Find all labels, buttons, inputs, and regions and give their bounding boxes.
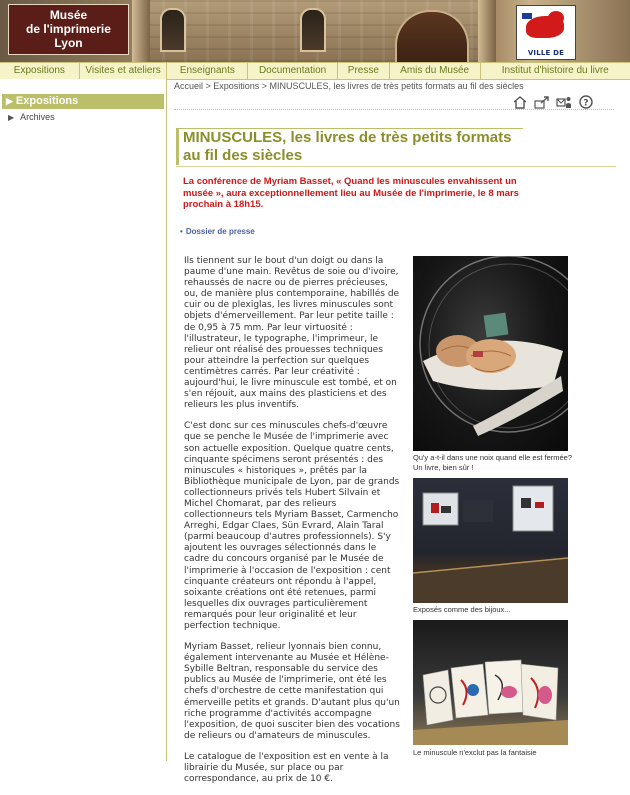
nav-expositions[interactable]: Expositions [0, 63, 80, 79]
header-banner [0, 0, 630, 62]
press-kit-label: Dossier de presse [186, 227, 255, 236]
home-icon[interactable] [512, 94, 528, 108]
photo-caption: Qu'y a-t-il dans une noix quand elle est fermée? Un livre, bien sûr ! [413, 453, 573, 472]
arrow-right-icon: ▶ [8, 113, 14, 122]
help-icon[interactable] [578, 94, 594, 108]
page-title: MINUSCULES, les livres de très petits formats au fil des siècles [183, 129, 523, 165]
photo-nut-book[interactable] [413, 256, 568, 451]
nav-enseignants[interactable]: Enseignants [167, 63, 248, 79]
article-paragraph: C'est donc sur ces minuscules chefs-d'œuvre que se penche le Musée de l'imprimerie avec son actuelle exposition. Quelque quatre cents, cinquante spécimens seront présentés : des minuscules « historiques », prêtés par la Bibliothèque municipale de Lyon, par de grands collectionneurs privés tels Hubert Silvain et Michel Chomarat, par des relieurs collectionneurs tels Myriam Basset, Carmencho Arreghi, Edgar Claes, Sün Evrard, Alain Taral (parmi beaucoup d'autres professionnels). S'y ajoutent les ouvrages sélectionnés dans le cadre du concours organisé par le Musée de l'imprimerie à l'occasion de l'exposition : cent cinquante créateurs ont répondu à l'appel, soixante créations ont été retenues, parmi lesquelles dix ouvrages particulièrement remarqués pour leur originalité et leur perfection technique. [184, 421, 402, 632]
photo-vitrines[interactable] [413, 478, 568, 603]
nav-amis-du-musee[interactable]: Amis du Musée [390, 63, 481, 79]
nav-documentation[interactable]: Documentation [248, 63, 338, 79]
breadcrumb[interactable]: Accueil > Expositions > MINUSCULES, les livres de très petits formats au fil des siècles [174, 80, 524, 92]
sidebar-item-label: Archives [20, 112, 55, 122]
bullet-icon: • [180, 227, 183, 236]
page-title-frame [176, 128, 523, 165]
mail-person-icon[interactable] [556, 94, 572, 108]
ville-de-lyon-label: VILLE DE [517, 47, 575, 59]
conference-alert: La conférence de Myriam Basset, « Quand les minuscules envahissent un musée », aura exceptionnellement lieu au Musée de l'imprimerie, le 8 mars prochain à 18h15. [183, 176, 545, 211]
photo-caption: Exposés comme des bijoux... [413, 605, 573, 615]
sidebar-item-expositions[interactable] [2, 94, 164, 109]
sidebar [0, 79, 167, 761]
article-paragraph: Le catalogue de l'exposition est en vente à la librairie du Musée, sur place ou par correspondance, au prix de 10 €. [184, 752, 402, 785]
arrow-right-icon: ▶ [6, 94, 13, 109]
lion-emblem-icon [520, 9, 571, 45]
press-kit-link[interactable] [180, 227, 255, 236]
svg-text:?: ? [583, 99, 588, 109]
page-tools [512, 94, 594, 108]
ville-de-lyon-logo[interactable] [516, 5, 576, 60]
article-paragraph: Ils tiennent sur le bout d'un doigt ou dans la paume d'une main. Revêtus de soie ou d'ivoire, rehaussés de nacre ou de pierres précieuses, ou, de manière plus contemporaine, habillés de cuir ou de plexiglas, les livres minuscules sont objets d'émerveillement. Par leur petite taille : de 0,95 à 75 mm. Par leur virtuosité : l'illustrateur, le typographe, l'imprimeur, le relieur ont réalisé des prouesses techniques pour atteindre la perfection sur quelques centimètres carrés. Par leur créativité : aujourd'hui, le livre minuscule est tombé, et on s'en réjouit, aux mains des plasticiens et des relieurs les plus inventifs. [184, 256, 402, 411]
article-body [184, 256, 402, 795]
sidebar-item-label: Expositions [16, 95, 78, 107]
museum-logo[interactable] [8, 4, 129, 55]
header-divider [174, 109, 614, 110]
title-divider [176, 166, 616, 167]
nav-visites-ateliers[interactable]: Visites et ateliers [80, 63, 168, 79]
photo-caption: Le minuscule n'exclut pas la fantaisie [413, 748, 573, 758]
museum-name-line1: Musée [9, 8, 128, 22]
share-arrow-icon[interactable] [534, 94, 550, 108]
nav-institut-histoire-livre[interactable]: Institut d'histoire du livre [481, 63, 630, 79]
article-paragraph: Myriam Basset, relieur lyonnais bien connu, également intervenante au Musée et Hélène-Sybille Beltran, responsable du service des publics au Musée de l'imprimerie, ont été les chefs d'orchestre de cette manifestation qui émerveille petits et grands. D'autant plus qu'un riche programme d'activités accompagne l'exposition, de quoi susciter bien des vocations de relieurs ou d'amateurs de minuscules. [184, 642, 402, 742]
museum-name-line2: de l'imprimerie [9, 22, 128, 36]
photo-fantaisie[interactable] [413, 620, 568, 745]
nav-presse[interactable]: Presse [338, 63, 390, 79]
museum-name-line3: Lyon [9, 36, 128, 50]
sidebar-item-archives[interactable] [8, 111, 55, 124]
main-nav [0, 62, 630, 80]
